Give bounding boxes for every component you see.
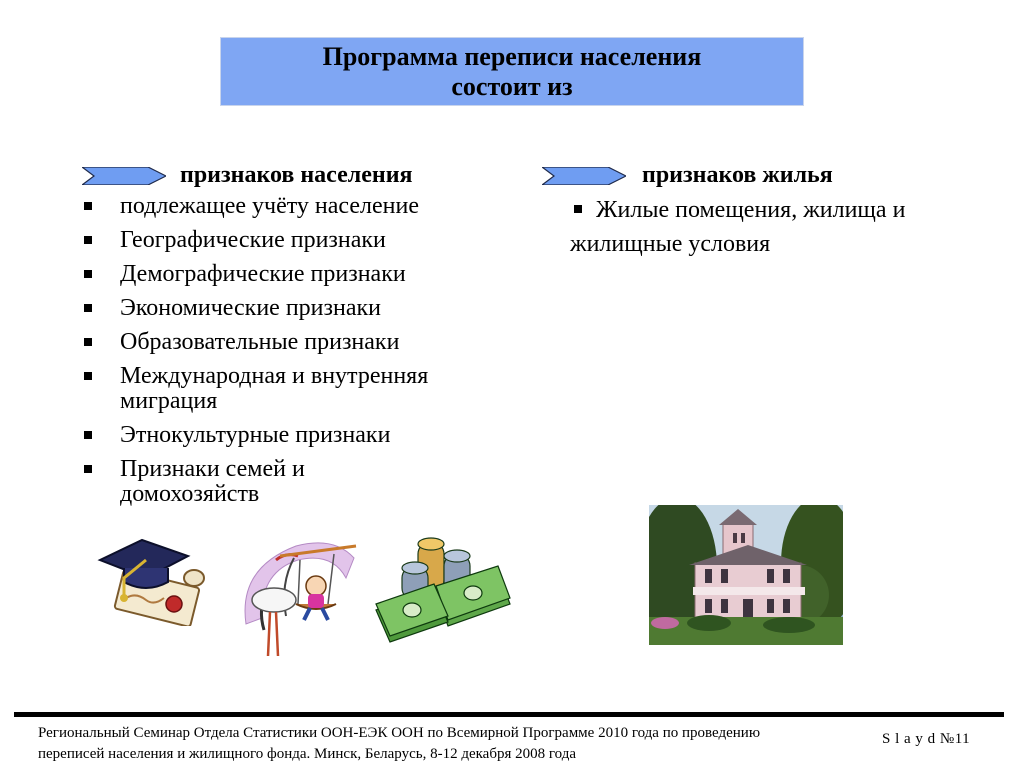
bullet-square (84, 465, 92, 473)
footer-line-1: Региональный Семинар Отдела Статистики ООН-ЕЭК ООН по Всемирной Программе 2010 года по проведению (38, 725, 761, 741)
housing-heading: признаков жилья (642, 162, 833, 188)
population-list-item-text: Экономические признаки (120, 295, 381, 321)
population-list-item-text: Признаки семей и (120, 456, 305, 482)
population-list-item-text: Этнокультурные признаки (120, 422, 391, 448)
housing-item-line-1: Жилые помещения, жилища и (596, 197, 906, 223)
footer-text (38, 723, 878, 765)
bullet-square (84, 270, 92, 278)
housing-column (540, 160, 1000, 262)
bullet-square (84, 338, 92, 346)
slide-title-line-2: состоит из (451, 71, 573, 101)
housing-heading-row (540, 160, 1000, 194)
bullet-square (84, 372, 92, 380)
bullet-square (574, 205, 582, 213)
arrow-icon (542, 167, 626, 185)
population-list-item-text: домохозяйств (120, 481, 260, 507)
slide-number: S l a y d №11 (882, 731, 971, 747)
bullet-square (84, 236, 92, 244)
population-list-item (80, 296, 520, 321)
population-heading-row (80, 160, 520, 194)
population-list-item-text: Географические признаки (120, 227, 386, 253)
slide-title (220, 37, 804, 106)
population-list-item (80, 194, 520, 219)
housing-item (540, 193, 1000, 261)
population-list-item (80, 423, 520, 448)
population-heading: признаков населения (180, 162, 413, 188)
population-list-item-text: Демографические признаки (120, 261, 406, 287)
bullet-square (84, 431, 92, 439)
population-column (80, 160, 520, 516)
population-list-item-text: подлежащее учёту население (120, 193, 419, 219)
population-list-item (80, 228, 520, 253)
population-list-item-text: Образовательные признаки (120, 329, 400, 355)
population-list-item-text: миграция (120, 388, 218, 414)
population-list-item (80, 364, 520, 414)
house-photo (649, 505, 843, 645)
population-list (80, 194, 520, 507)
population-list-item (80, 330, 520, 355)
arrow-icon (82, 167, 166, 185)
graduation-cap-diploma-icon (96, 534, 216, 626)
population-list-item-text: Международная и внутренняя (120, 363, 429, 389)
slide-title-line-1: Программа переписи населения (322, 41, 702, 71)
stork-baby-icon (236, 538, 360, 660)
population-list-item (80, 262, 520, 287)
housing-item-line-2: жилищные условия (570, 231, 771, 257)
money-stack-icon (374, 534, 514, 644)
bullet-square (84, 304, 92, 312)
population-list-item (80, 457, 520, 507)
footer-line-2: переписей населения и жилищного фонда. Минск, Беларусь, 8-12 декабря 2008 года (38, 746, 577, 762)
bullet-square (84, 202, 92, 210)
footer-rule (14, 712, 1004, 717)
